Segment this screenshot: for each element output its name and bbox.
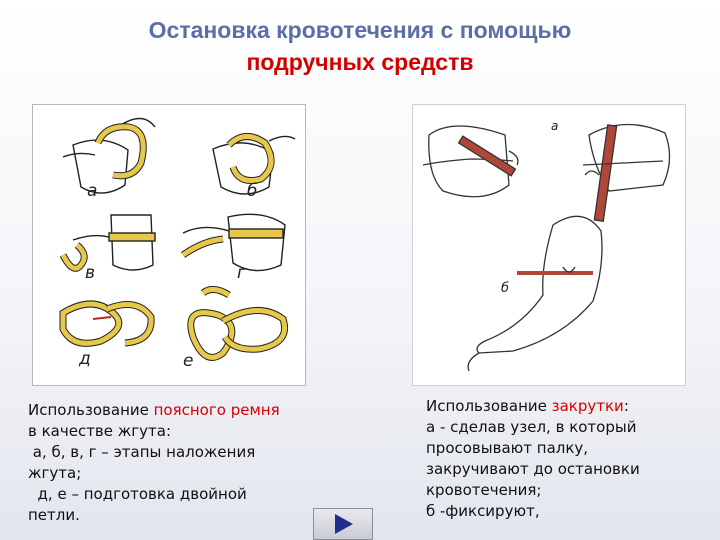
caption-line: д, е – подготовка двойной (28, 485, 247, 503)
belt-tourniquet-caption (28, 400, 318, 526)
caption-line: закручивают до остановки (426, 460, 640, 478)
highlight-twist: закрутки (551, 397, 624, 415)
caption-line: жгута; (28, 464, 82, 482)
caption-line: просовывают палку, (426, 439, 589, 457)
belt-tourniquet-drawing (33, 105, 305, 385)
caption-line: кровотечения; (426, 481, 542, 499)
caption-line: петли. (28, 506, 80, 524)
twist-tourniquet-drawing (413, 105, 685, 385)
figure-letter-e: е (183, 351, 194, 371)
twist-tourniquet-caption (426, 396, 716, 522)
title-line-1: Остановка кровотечения с помощью (148, 17, 572, 43)
figure-letter-v: в (85, 263, 96, 283)
caption-line: а - сделав узел, в который (426, 418, 637, 436)
figure-letter-b: б (247, 181, 258, 201)
caption-line (28, 400, 318, 421)
caption-prefix: Использование (426, 397, 552, 415)
figure-letter-g: г (237, 263, 246, 283)
caption-line: в качестве жгута: (28, 422, 172, 440)
improvised-twist-illustration (412, 104, 686, 386)
caption-line: а, б, в, г – этапы наложения (28, 443, 256, 461)
twist-figure-letter-a: а (551, 119, 559, 133)
slide-title (0, 14, 720, 78)
caption-prefix: Использование (28, 401, 154, 419)
caption-line: б -фиксируют, (426, 502, 540, 520)
highlight-belt: поясного ремня (153, 401, 280, 419)
caption-line (426, 396, 716, 417)
figure-letter-a: а (87, 181, 98, 201)
figure-letter-d: д (79, 349, 91, 369)
title-line-2: подручных средств (246, 49, 474, 75)
belt-tourniquet-illustration (32, 104, 306, 386)
play-triangle-icon (334, 513, 354, 535)
twist-figure-letter-b: б (501, 281, 510, 296)
next-slide-button[interactable] (313, 508, 373, 540)
caption-suffix: : (623, 397, 629, 415)
